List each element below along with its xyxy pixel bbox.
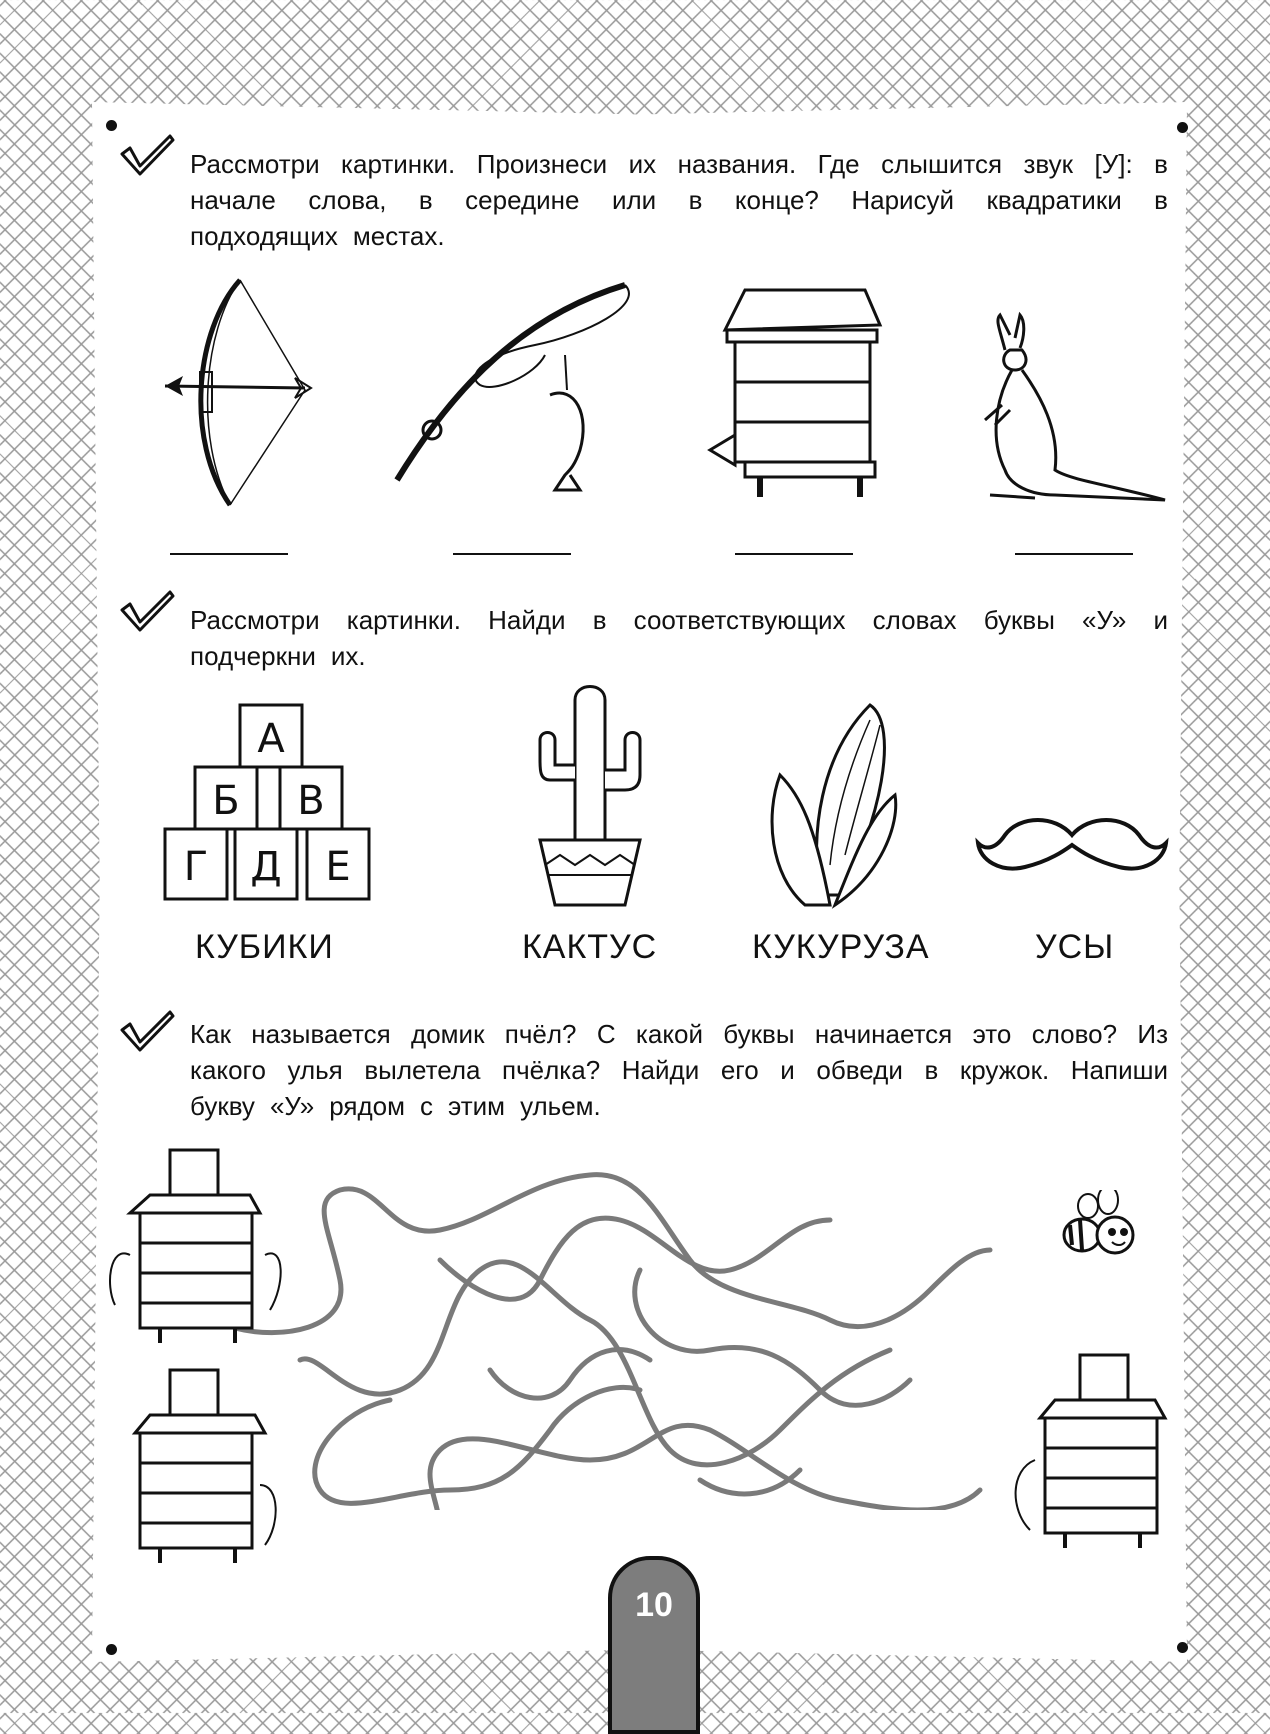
page-number: 10	[635, 1586, 673, 1624]
block-letter: А	[257, 716, 285, 762]
pin-bottom-left	[106, 1644, 117, 1655]
checkmark-icon	[118, 132, 176, 176]
block-letter: Б	[212, 778, 240, 824]
word-usy: УСЫ	[1035, 928, 1115, 966]
beehive-icon	[705, 285, 885, 500]
mustache-icon	[975, 815, 1170, 875]
word-kaktus: КАКТУС	[522, 928, 658, 966]
word-kubiki: КУБИКИ	[195, 928, 334, 966]
bee-icon	[1060, 1190, 1150, 1270]
answer-line-1[interactable]	[170, 553, 288, 555]
pin-bottom-right	[1177, 1642, 1188, 1653]
checkmark-icon	[118, 1008, 176, 1052]
block-letter: Е	[325, 844, 351, 890]
beehive-1-icon	[100, 1145, 290, 1345]
beehive-2-icon	[105, 1365, 295, 1565]
task3-text: Как называется домик пчёл? С какой буквы начинается это слово? Из какого улья вылетела пчёлка? Найди его и обведи в кружок. Напиши букву «У» рядом с этим ульем.	[190, 1019, 1168, 1121]
answer-line-2[interactable]	[453, 553, 571, 555]
fishing-rod-icon	[385, 275, 635, 505]
block-letter: Д	[250, 844, 282, 890]
task1-text: Рассмотри картинки. Произнеси их названия. Где слышится звук [У]: в начале слова, в середине или в конце? Нарисуй квадратики в подходящих местах.	[190, 149, 1168, 251]
corn-icon	[760, 695, 910, 910]
bow-and-arrow-icon	[155, 270, 325, 510]
pin-top-left	[106, 120, 117, 131]
page-number-tab	[608, 1556, 700, 1734]
word-kukuruza: КУКУРУЗА	[752, 928, 930, 966]
task2-text: Рассмотри картинки. Найди в соответствующих словах буквы «У» и подчеркни их.	[190, 605, 1168, 671]
block-letter: В	[297, 778, 325, 824]
alphabet-blocks-icon	[160, 700, 385, 910]
beehive-3-icon	[1000, 1350, 1190, 1550]
kangaroo-icon	[960, 310, 1170, 505]
answer-line-3[interactable]	[735, 553, 853, 555]
checkmark-icon	[118, 588, 176, 632]
cactus-icon	[525, 680, 655, 910]
pin-top-right	[1177, 122, 1188, 133]
answer-line-4[interactable]	[1015, 553, 1133, 555]
maze-paths	[190, 1160, 1090, 1510]
block-letter: Г	[183, 844, 209, 890]
